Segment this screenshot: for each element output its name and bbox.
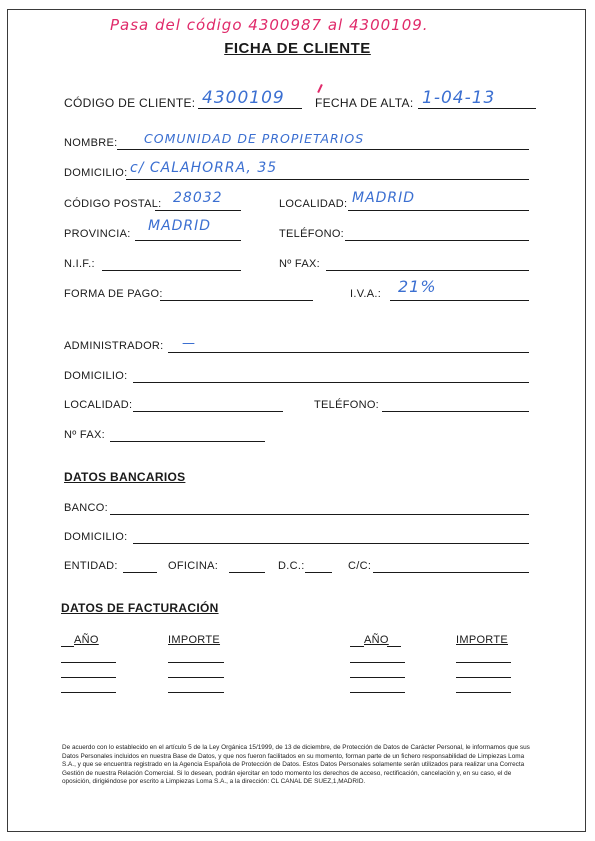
iva-value: 21% <box>398 277 437 296</box>
col-ano-1: AÑO <box>74 634 99 646</box>
telefono-line[interactable] <box>345 240 529 241</box>
dc-line[interactable] <box>305 572 332 573</box>
col-importe-2: IMPORTE <box>456 634 509 646</box>
administrador-value: — <box>182 336 196 351</box>
codigo-cliente-value: 4300109 <box>202 88 285 108</box>
col-ano-2-underline-tail <box>387 646 401 647</box>
provincia-label: PROVINCIA: <box>64 228 131 240</box>
domicilio-value: c/ CALAHORRA, 35 <box>130 160 278 176</box>
entidad-line[interactable] <box>123 572 157 573</box>
banco-domicilio-label: DOMICILIO: <box>64 531 128 543</box>
dc-label: D.C.: <box>278 560 305 572</box>
localidad-label: LOCALIDAD: <box>279 198 348 210</box>
cc-line[interactable] <box>373 572 529 573</box>
codigo-postal-value: 28032 <box>173 190 223 206</box>
facturacion-ano-2-row-2[interactable] <box>350 677 405 678</box>
codigo-cliente-line[interactable] <box>198 108 302 109</box>
iva-label: I.V.A.: <box>350 288 382 300</box>
col-ano-2: AÑO <box>364 634 389 646</box>
nombre-value: COMUNIDAD DE PROPIETARIOS <box>144 131 365 146</box>
facturacion-importe-1-row-2[interactable] <box>168 677 224 678</box>
domicilio-line[interactable] <box>126 179 529 180</box>
banco-domicilio-line[interactable] <box>133 543 529 544</box>
cc-label: C/C: <box>348 560 372 572</box>
admin-domicilio-line[interactable] <box>133 382 529 383</box>
codigo-postal-label: CÓDIGO POSTAL: <box>64 198 162 210</box>
localidad-line[interactable] <box>348 210 529 211</box>
codigo-cliente-label: CÓDIGO DE CLIENTE: <box>64 96 196 110</box>
provincia-value: MADRID <box>148 218 212 234</box>
admin-telefono-line[interactable] <box>382 411 529 412</box>
forma-pago-line[interactable] <box>160 300 313 301</box>
legal-notice: De acuerdo con lo establecido en el artículo 5 de la Ley Orgánica 15/1999, de 13 de diciembre, de Protección de Datos de Carácter Personal, le informamos que sus Datos Personales incluidos en nuestra Base de Datos, y que nos fueron facilitados en su momento, forman parte de un fichero responsabilidad de Limpiezas Loma S.A., y que se encuentra registrado en la Agencia Española de Protección de Datos. Estos Datos Personales solamente serán utilizados para realizar una Correcta Gestión de nuestra Relación Comercial. Si lo desean, podrán ejercitar en todo momento los derechos de acceso, rectificación, cancelación y, en su caso, el de oposición, dirigiéndose por escrito a Limpiezas Loma S.A., a la dirección: CL CANAL DE SUEZ,1,MADRID. <box>62 744 530 786</box>
facturacion-ano-1-row-2[interactable] <box>61 677 116 678</box>
facturacion-importe-2-row-1[interactable] <box>456 662 511 663</box>
codigo-postal-line[interactable] <box>155 210 241 211</box>
facturacion-importe-2-row-3[interactable] <box>456 692 511 693</box>
facturacion-importe-2-row-2[interactable] <box>456 677 511 678</box>
banco-label: BANCO: <box>64 502 108 514</box>
nif-line[interactable] <box>102 270 241 271</box>
facturacion-importe-1-row-3[interactable] <box>168 692 224 693</box>
fax-line[interactable] <box>326 270 529 271</box>
localidad-value: MADRID <box>352 190 416 206</box>
col-ano-1-underline <box>61 646 74 647</box>
telefono-label: TELÉFONO: <box>279 228 345 240</box>
admin-domicilio-label: DOMICILIO: <box>64 370 128 382</box>
entidad-label: ENTIDAD: <box>64 560 118 572</box>
admin-fax-line[interactable] <box>110 441 265 442</box>
nif-label: N.I.F.: <box>64 258 95 270</box>
administrador-line[interactable] <box>168 352 529 353</box>
datos-facturacion-heading: DATOS DE FACTURACIÓN <box>61 601 219 615</box>
admin-localidad-label: LOCALIDAD: <box>64 399 133 411</box>
nombre-line[interactable] <box>117 149 529 150</box>
col-ano-2-underline <box>350 646 364 647</box>
fecha-alta-value: 1-04-13 <box>422 88 496 108</box>
datos-bancarios-heading: DATOS BANCARIOS <box>64 470 186 484</box>
fecha-alta-line[interactable] <box>418 108 536 109</box>
banco-line[interactable] <box>110 514 529 515</box>
col-importe-1: IMPORTE <box>168 634 221 646</box>
provincia-line[interactable] <box>135 240 241 241</box>
page-title: FICHA DE CLIENTE <box>224 40 371 57</box>
facturacion-importe-1-row-1[interactable] <box>168 662 224 663</box>
admin-localidad-line[interactable] <box>133 411 283 412</box>
facturacion-ano-2-row-3[interactable] <box>350 692 405 693</box>
domicilio-label: DOMICILIO: <box>64 167 128 179</box>
admin-fax-label: Nº FAX: <box>64 429 105 441</box>
fecha-alta-label: FECHA DE ALTA: <box>315 96 414 110</box>
oficina-line[interactable] <box>229 572 265 573</box>
facturacion-ano-2-row-1[interactable] <box>350 662 405 663</box>
administrador-label: ADMINISTRADOR: <box>64 340 164 352</box>
facturacion-ano-1-row-3[interactable] <box>61 692 116 693</box>
fax-label: Nº FAX: <box>279 258 320 270</box>
nombre-label: NOMBRE: <box>64 137 118 149</box>
iva-line[interactable] <box>390 300 529 301</box>
admin-telefono-label: TELÉFONO: <box>314 399 380 411</box>
forma-pago-label: FORMA DE PAGO: <box>64 288 163 300</box>
facturacion-ano-1-row-1[interactable] <box>61 662 116 663</box>
handwritten-annotation: Pasa del código 4300987 al 4300109. <box>110 16 429 34</box>
oficina-label: OFICINA: <box>168 560 219 572</box>
